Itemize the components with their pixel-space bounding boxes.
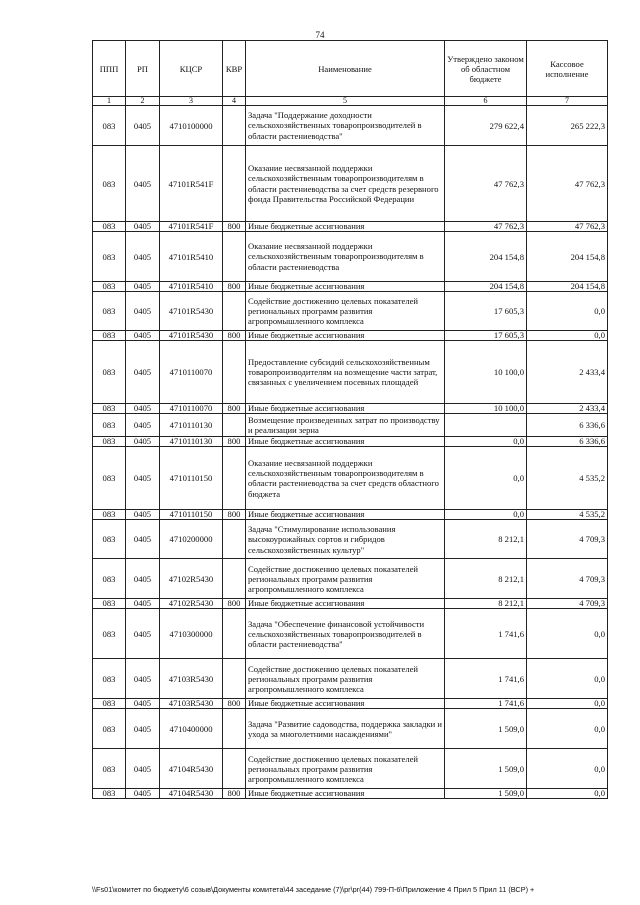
cell-ppp: 083 bbox=[93, 232, 126, 282]
column-number: 6 bbox=[445, 97, 527, 106]
cell-kcsr: 4710400000 bbox=[160, 709, 223, 749]
cell-name: Оказание несвязанной поддержки сельскохозяйственным товаропроизводителям в области растениеводства за счет средств областного бюджета bbox=[246, 447, 445, 510]
cell-kcsr: 4710110150 bbox=[160, 447, 223, 510]
cell-executed: 0,0 bbox=[527, 292, 608, 331]
cell-ppp: 083 bbox=[93, 282, 126, 292]
cell-kcsr: 47101R541F bbox=[160, 146, 223, 222]
cell-kcsr: 4710100000 bbox=[160, 106, 223, 146]
table-row bbox=[93, 510, 608, 520]
cell-ppp: 083 bbox=[93, 447, 126, 510]
column-number: 2 bbox=[126, 97, 160, 106]
cell-approved: 204 154,8 bbox=[445, 282, 527, 292]
cell-kcsr: 4710110150 bbox=[160, 510, 223, 520]
cell-kvr bbox=[223, 559, 246, 599]
table-row bbox=[93, 749, 608, 789]
table-row bbox=[93, 659, 608, 699]
cell-kvr bbox=[223, 659, 246, 699]
table-row bbox=[93, 341, 608, 404]
cell-ppp: 083 bbox=[93, 341, 126, 404]
header-rp: РП bbox=[126, 41, 160, 97]
cell-ppp: 083 bbox=[93, 659, 126, 699]
cell-ppp: 083 bbox=[93, 437, 126, 447]
cell-executed: 4 535,2 bbox=[527, 510, 608, 520]
cell-approved: 17 605,3 bbox=[445, 292, 527, 331]
cell-approved: 1 741,6 bbox=[445, 609, 527, 659]
table-header-row bbox=[93, 41, 608, 97]
cell-name: Иные бюджетные ассигнования bbox=[246, 222, 445, 232]
cell-approved: 8 212,1 bbox=[445, 520, 527, 559]
cell-rp: 0405 bbox=[126, 437, 160, 447]
cell-kvr: 800 bbox=[223, 437, 246, 447]
cell-name: Иные бюджетные ассигнования bbox=[246, 599, 445, 609]
cell-rp: 0405 bbox=[126, 282, 160, 292]
cell-name: Оказание несвязанной поддержки сельскохозяйственным товаропроизводителям в области растениеводства bbox=[246, 232, 445, 282]
cell-kcsr: 47104R5430 bbox=[160, 749, 223, 789]
table-row bbox=[93, 331, 608, 341]
cell-approved bbox=[445, 414, 527, 437]
cell-kvr: 800 bbox=[223, 599, 246, 609]
header-name: Наименование bbox=[246, 41, 445, 97]
footer-file-path: \\Fs01\комитет по бюджету\6 созыв\Документы комитета\44 заседание (7)\pr\pr(44) 799-П-6\Приложение 4 Прил 5 Прил 11 (ВСР) + bbox=[92, 885, 535, 894]
cell-executed: 0,0 bbox=[527, 609, 608, 659]
cell-ppp: 083 bbox=[93, 609, 126, 659]
cell-name: Иные бюджетные ассигнования bbox=[246, 404, 445, 414]
cell-executed: 4 709,3 bbox=[527, 520, 608, 559]
cell-executed: 204 154,8 bbox=[527, 232, 608, 282]
table-row bbox=[93, 599, 608, 609]
cell-name: Иные бюджетные ассигнования bbox=[246, 510, 445, 520]
cell-approved: 47 762,3 bbox=[445, 146, 527, 222]
cell-executed: 4 709,3 bbox=[527, 559, 608, 599]
cell-kcsr: 4710300000 bbox=[160, 609, 223, 659]
cell-rp: 0405 bbox=[126, 232, 160, 282]
cell-kcsr: 47101R5410 bbox=[160, 232, 223, 282]
cell-name: Иные бюджетные ассигнования bbox=[246, 282, 445, 292]
cell-ppp: 083 bbox=[93, 414, 126, 437]
cell-ppp: 083 bbox=[93, 699, 126, 709]
cell-name: Содействие достижению целевых показателей региональных программ развития агропромышленного комплекса bbox=[246, 749, 445, 789]
cell-kvr: 800 bbox=[223, 404, 246, 414]
cell-kvr: 800 bbox=[223, 699, 246, 709]
cell-rp: 0405 bbox=[126, 447, 160, 510]
cell-name: Задача "Обеспечение финансовой устойчивости сельскохозяйственных товаропроизводителей в области растениеводства" bbox=[246, 609, 445, 659]
header-kcsr: КЦСР bbox=[160, 41, 223, 97]
cell-name: Иные бюджетные ассигнования bbox=[246, 331, 445, 341]
cell-kcsr: 4710110130 bbox=[160, 414, 223, 437]
cell-executed: 4 535,2 bbox=[527, 447, 608, 510]
cell-executed: 47 762,3 bbox=[527, 222, 608, 232]
cell-executed: 47 762,3 bbox=[527, 146, 608, 222]
table-row bbox=[93, 437, 608, 447]
cell-kvr bbox=[223, 341, 246, 404]
cell-rp: 0405 bbox=[126, 292, 160, 331]
cell-ppp: 083 bbox=[93, 292, 126, 331]
cell-kcsr: 47101R5430 bbox=[160, 292, 223, 331]
cell-approved: 1 509,0 bbox=[445, 749, 527, 789]
cell-approved: 10 100,0 bbox=[445, 404, 527, 414]
header-executed: Кассовое исполнение bbox=[527, 41, 608, 97]
cell-ppp: 083 bbox=[93, 559, 126, 599]
header-kvr: КВР bbox=[223, 41, 246, 97]
cell-ppp: 083 bbox=[93, 510, 126, 520]
header-ppp: ППП bbox=[93, 41, 126, 97]
cell-rp: 0405 bbox=[126, 609, 160, 659]
table-row bbox=[93, 146, 608, 222]
cell-executed: 0,0 bbox=[527, 331, 608, 341]
cell-kcsr: 47102R5430 bbox=[160, 559, 223, 599]
table-row bbox=[93, 414, 608, 437]
column-number: 3 bbox=[160, 97, 223, 106]
cell-rp: 0405 bbox=[126, 106, 160, 146]
header-approved: Утверждено законом об областном бюджете bbox=[445, 41, 527, 97]
cell-kvr bbox=[223, 520, 246, 559]
cell-kvr bbox=[223, 447, 246, 510]
cell-kcsr: 47103R5430 bbox=[160, 699, 223, 709]
cell-ppp: 083 bbox=[93, 404, 126, 414]
cell-kvr bbox=[223, 146, 246, 222]
cell-kcsr: 47101R5410 bbox=[160, 282, 223, 292]
cell-kcsr: 4710200000 bbox=[160, 520, 223, 559]
cell-name: Задача "Развитие садоводства, поддержка закладки и ухода за многолетними насаждениями" bbox=[246, 709, 445, 749]
cell-name: Возмещение произведенных затрат по производству и реализации зерна bbox=[246, 414, 445, 437]
cell-approved: 8 212,1 bbox=[445, 599, 527, 609]
cell-kvr: 800 bbox=[223, 222, 246, 232]
cell-kvr: 800 bbox=[223, 331, 246, 341]
cell-kvr bbox=[223, 709, 246, 749]
cell-kvr bbox=[223, 414, 246, 437]
cell-name: Предоставление субсидий сельскохозяйственным товаропроизводителям на возмещение части затрат, связанных с увеличением посевных площадей bbox=[246, 341, 445, 404]
column-number: 5 bbox=[246, 97, 445, 106]
cell-ppp: 083 bbox=[93, 789, 126, 799]
cell-ppp: 083 bbox=[93, 146, 126, 222]
cell-kcsr: 47101R5430 bbox=[160, 331, 223, 341]
table-row bbox=[93, 292, 608, 331]
table-row bbox=[93, 404, 608, 414]
cell-rp: 0405 bbox=[126, 510, 160, 520]
cell-rp: 0405 bbox=[126, 699, 160, 709]
page-number: 74 bbox=[315, 30, 325, 40]
cell-rp: 0405 bbox=[126, 222, 160, 232]
table-row bbox=[93, 609, 608, 659]
table-body bbox=[93, 106, 608, 799]
cell-rp: 0405 bbox=[126, 789, 160, 799]
cell-name: Содействие достижению целевых показателей региональных программ развития агропромышленного комплекса bbox=[246, 292, 445, 331]
table-row bbox=[93, 282, 608, 292]
cell-executed: 0,0 bbox=[527, 709, 608, 749]
cell-kcsr: 4710110070 bbox=[160, 341, 223, 404]
cell-rp: 0405 bbox=[126, 599, 160, 609]
cell-kvr: 800 bbox=[223, 510, 246, 520]
column-number: 7 bbox=[527, 97, 608, 106]
cell-ppp: 083 bbox=[93, 709, 126, 749]
cell-kvr bbox=[223, 232, 246, 282]
cell-ppp: 083 bbox=[93, 520, 126, 559]
cell-executed: 0,0 bbox=[527, 749, 608, 789]
cell-rp: 0405 bbox=[126, 709, 160, 749]
cell-approved: 279 622,4 bbox=[445, 106, 527, 146]
table-row bbox=[93, 106, 608, 146]
table-row bbox=[93, 520, 608, 559]
cell-kcsr: 47104R5430 bbox=[160, 789, 223, 799]
cell-approved: 0,0 bbox=[445, 437, 527, 447]
cell-approved: 47 762,3 bbox=[445, 222, 527, 232]
cell-executed: 2 433,4 bbox=[527, 404, 608, 414]
cell-ppp: 083 bbox=[93, 222, 126, 232]
cell-rp: 0405 bbox=[126, 341, 160, 404]
cell-rp: 0405 bbox=[126, 749, 160, 789]
cell-approved: 1 509,0 bbox=[445, 789, 527, 799]
cell-executed: 265 222,3 bbox=[527, 106, 608, 146]
cell-approved: 1 741,6 bbox=[445, 659, 527, 699]
table-row bbox=[93, 789, 608, 799]
cell-kcsr: 4710110130 bbox=[160, 437, 223, 447]
cell-name: Иные бюджетные ассигнования bbox=[246, 789, 445, 799]
cell-executed: 6 336,6 bbox=[527, 437, 608, 447]
cell-name: Содействие достижению целевых показателей региональных программ развития агропромышленного комплекса bbox=[246, 659, 445, 699]
table-row bbox=[93, 699, 608, 709]
table-row bbox=[93, 222, 608, 232]
column-number: 1 bbox=[93, 97, 126, 106]
cell-executed: 0,0 bbox=[527, 789, 608, 799]
cell-ppp: 083 bbox=[93, 749, 126, 789]
table-row bbox=[93, 709, 608, 749]
cell-approved: 1 509,0 bbox=[445, 709, 527, 749]
cell-rp: 0405 bbox=[126, 559, 160, 599]
cell-rp: 0405 bbox=[126, 414, 160, 437]
cell-approved: 17 605,3 bbox=[445, 331, 527, 341]
cell-approved: 204 154,8 bbox=[445, 232, 527, 282]
cell-rp: 0405 bbox=[126, 520, 160, 559]
column-number: 4 bbox=[223, 97, 246, 106]
cell-kcsr: 4710110070 bbox=[160, 404, 223, 414]
cell-kvr: 800 bbox=[223, 789, 246, 799]
cell-ppp: 083 bbox=[93, 106, 126, 146]
cell-rp: 0405 bbox=[126, 331, 160, 341]
cell-executed: 204 154,8 bbox=[527, 282, 608, 292]
cell-ppp: 083 bbox=[93, 599, 126, 609]
cell-rp: 0405 bbox=[126, 659, 160, 699]
cell-ppp: 083 bbox=[93, 331, 126, 341]
cell-rp: 0405 bbox=[126, 146, 160, 222]
cell-kvr bbox=[223, 106, 246, 146]
cell-approved: 1 741,6 bbox=[445, 699, 527, 709]
column-number-row bbox=[93, 97, 608, 106]
cell-executed: 2 433,4 bbox=[527, 341, 608, 404]
budget-table bbox=[92, 40, 608, 799]
cell-name: Содействие достижению целевых показателей региональных программ развития агропромышленного комплекса bbox=[246, 559, 445, 599]
cell-kvr bbox=[223, 749, 246, 789]
cell-approved: 0,0 bbox=[445, 447, 527, 510]
cell-approved: 8 212,1 bbox=[445, 559, 527, 599]
table-row bbox=[93, 559, 608, 599]
cell-kcsr: 47101R541F bbox=[160, 222, 223, 232]
cell-approved: 10 100,0 bbox=[445, 341, 527, 404]
cell-executed: 0,0 bbox=[527, 699, 608, 709]
cell-name: Иные бюджетные ассигнования bbox=[246, 699, 445, 709]
cell-kcsr: 47102R5430 bbox=[160, 599, 223, 609]
cell-executed: 4 709,3 bbox=[527, 599, 608, 609]
cell-kvr: 800 bbox=[223, 282, 246, 292]
cell-executed: 6 336,6 bbox=[527, 414, 608, 437]
cell-name: Иные бюджетные ассигнования bbox=[246, 437, 445, 447]
table-row bbox=[93, 447, 608, 510]
cell-name: Задача "Поддержание доходности сельскохозяйственных товаропроизводителей в области растениеводства" bbox=[246, 106, 445, 146]
cell-approved: 0,0 bbox=[445, 510, 527, 520]
cell-kcsr: 47103R5430 bbox=[160, 659, 223, 699]
cell-kvr bbox=[223, 609, 246, 659]
table-row bbox=[93, 232, 608, 282]
cell-kvr bbox=[223, 292, 246, 331]
cell-executed: 0,0 bbox=[527, 659, 608, 699]
cell-name: Оказание несвязанной поддержки сельскохозяйственным товаропроизводителям в области растениеводства за счет средств резервного фонда Правительства Российской Федерации bbox=[246, 146, 445, 222]
cell-rp: 0405 bbox=[126, 404, 160, 414]
cell-name: Задача "Стимулирование использования высокоурожайных сортов и гибридов сельскохозяйственных культур" bbox=[246, 520, 445, 559]
